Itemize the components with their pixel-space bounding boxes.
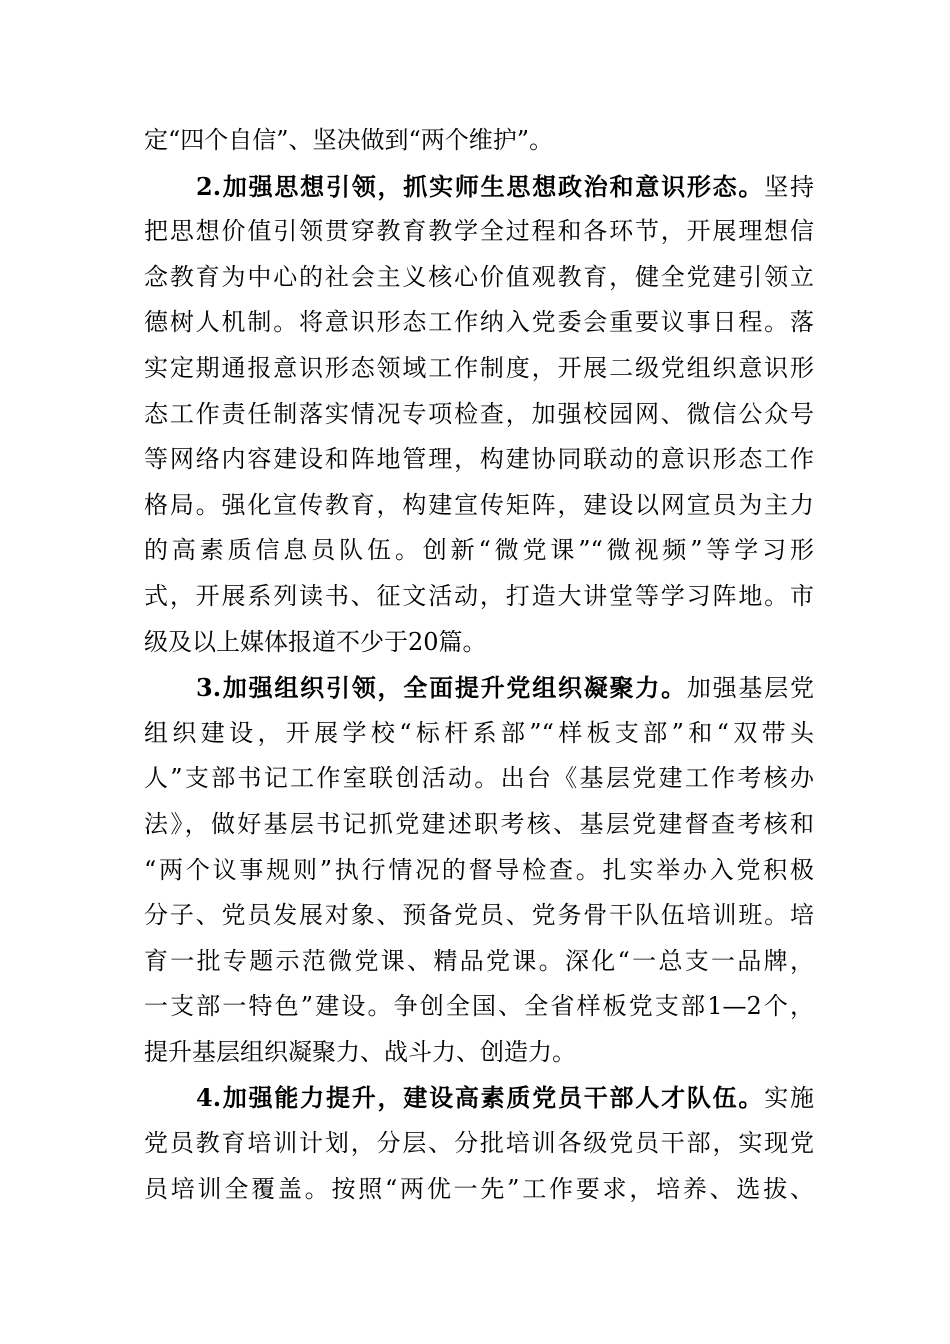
paragraph-heading-line: 3.加强组织引领，全面提升党组织凝聚力。加强基层党	[196, 673, 814, 703]
paragraph-line: 分子、党员发展对象、预备党员、党务骨干队伍培训班。培	[144, 901, 814, 930]
paragraph-line: 德树人机制。将意识形态工作纳入党委会重要议事日程。落	[144, 308, 814, 337]
paragraph-line: 员培训全覆盖。按照“两优一先”工作要求，培养、选拔、	[144, 1174, 814, 1203]
paragraph-line: 党员教育培训计划，分层、分批培训各级党员干部，实现党	[144, 1129, 814, 1158]
paragraph-line: 态工作责任制落实情况专项检查，加强校园网、微信公众号	[144, 399, 814, 428]
paragraph-heading-line: 4.加强能力提升，建设高素质党员干部人才队伍。实施	[196, 1083, 814, 1113]
paragraph-line: 定“四个自信”、坚决做到“两个维护”。	[144, 126, 554, 154]
paragraph-line: 法》，做好基层书记抓党建述职考核、基层党建督查考核和	[144, 809, 814, 838]
paragraph-line: 组织建设，开展学校“标杆系部”“样板支部”和“双带头	[144, 718, 814, 747]
paragraph-line: 把思想价值引领贯穿教育教学全过程和各环节，开展理想信	[144, 217, 814, 246]
section-heading-3: 3.加强组织引领，全面提升党组织凝聚力。	[196, 673, 687, 703]
section-heading-4: 4.加强能力提升，建设高素质党员干部人才队伍。	[196, 1083, 765, 1113]
paragraph-line: 实定期通报意识形态领域工作制度，开展二级党组织意识形	[144, 353, 814, 382]
paragraph-line: 格局。强化宣传教育，构建宣传矩阵，建设以网宣员为主力	[144, 490, 814, 519]
paragraph-line: “两个议事规则”执行情况的督导检查。扎实举办入党积极	[144, 855, 814, 884]
paragraph-line: 念教育为中心的社会主义核心价值观教育，健全党建引领立	[144, 262, 814, 291]
paragraph-heading-line: 2.加强思想引领，抓实师生思想政治和意识形态。坚持	[196, 171, 814, 201]
paragraph-line: 的高素质信息员队伍。创新“微党课”“微视频”等学习形	[144, 536, 814, 565]
paragraph-line: 提升基层组织凝聚力、战斗力、创造力。	[144, 1037, 576, 1066]
section-heading-2: 2.加强思想引领，抓实师生思想政治和意识形态。	[196, 171, 765, 201]
paragraph-line: 式，开展系列读书、征文活动，打造大讲堂等学习阵地。市	[144, 581, 814, 610]
paragraph-line: 育一批专题示范微党课、精品党课。深化“一总支一品牌，	[144, 946, 814, 975]
paragraph-line: 人”支部书记工作室联创活动。出台《基层党建工作考核办	[144, 764, 814, 793]
paragraph-line: 等网络内容建设和阵地管理，构建协同联动的意识形态工作	[144, 445, 814, 474]
paragraph-line: 级及以上媒体报道不少于20篇。	[144, 627, 487, 656]
document-body	[144, 118, 814, 1212]
paragraph-line: 一支部一特色”建设。争创全国、全省样板党支部1—2个，	[144, 992, 814, 1021]
